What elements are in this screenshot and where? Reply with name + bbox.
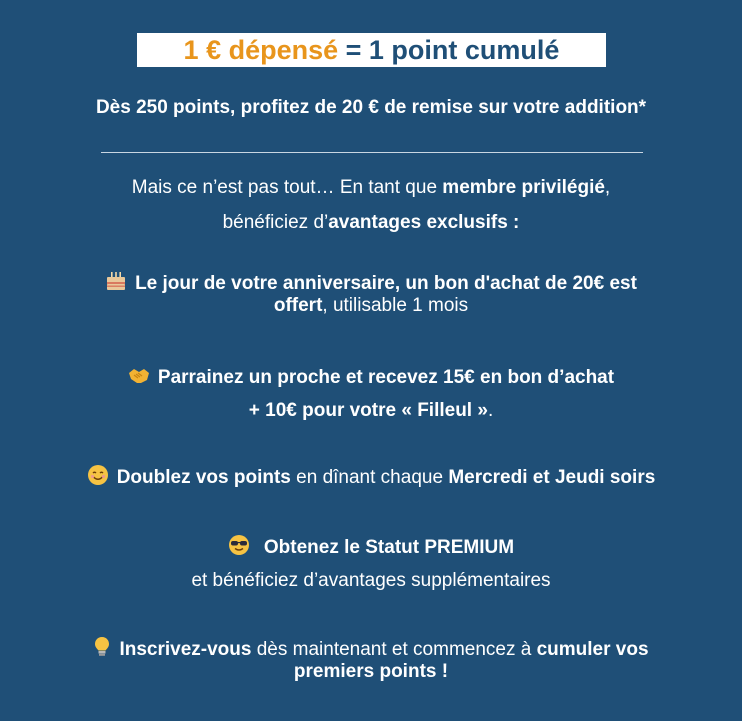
double-days-text: Mercredi et Jeudi soirs (448, 467, 656, 488)
sunglasses-face-icon (228, 534, 250, 563)
handshake-icon (128, 364, 150, 393)
double-dining-text: en dînant chaque (290, 467, 449, 488)
premium-line-1 (0, 534, 742, 563)
referral-line-1 (0, 364, 742, 393)
double-points-text: Doublez vos points (116, 467, 291, 488)
signup-line-2: premiers points ! (293, 661, 449, 682)
intro-text: Mais ce n’est pas tout… En tant que (131, 177, 443, 198)
referral-godchild: + 10€ pour votre « Filleul » (248, 400, 488, 421)
intro-line-2 (0, 211, 742, 235)
referral-period: . (487, 400, 494, 421)
intro-comma: , (604, 177, 611, 198)
headline-equals: = (338, 35, 369, 65)
signup-text: dès maintenant et commencez à (251, 639, 537, 660)
headline-point: 1 point cumulé (368, 35, 560, 65)
referral-text: Parrainez un proche et recevez 15€ en bon d’achat (157, 367, 615, 388)
divider (101, 152, 643, 153)
intro-exclusive: avantages exclusifs : (328, 212, 520, 233)
signup-cta: Inscrivez-vous (119, 639, 252, 660)
intro-benefit: bénéficiez d’ (222, 212, 329, 233)
birthday-text: Le jour de votre anniversaire, un bon d'achat de 20€ est (135, 273, 637, 294)
headline-banner (137, 33, 606, 67)
headline-spent: 1 € dépensé (183, 35, 339, 65)
intro-line-1 (0, 176, 742, 200)
referral-line-2 (0, 399, 742, 423)
intro-member: membre privilégié (442, 177, 605, 198)
subheadline: Dès 250 points, profitez de 20 € de remise sur votre addition* (95, 97, 647, 118)
premium-status-text: Obtenez le Statut PREMIUM (263, 537, 515, 558)
double-points-line (0, 464, 742, 493)
birthday-validity: , utilisable 1 mois (322, 295, 469, 316)
signup-accumulate: cumuler vos (536, 639, 649, 660)
smiling-face-icon (87, 464, 109, 493)
premium-line-2: et bénéficiez d’avantages supplémentaires (191, 570, 551, 591)
birthday-line-2 (0, 294, 742, 318)
birthday-offered: offert (273, 295, 323, 316)
